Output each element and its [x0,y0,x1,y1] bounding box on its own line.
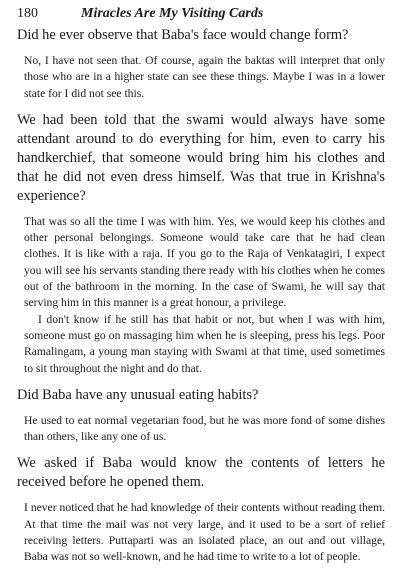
book-title: Miracles Are My Visiting Cards [81,6,264,21]
question-2: We had been told that the swami would always have some attendant around to do everything for him, even to carry his handkerchief, that someone would bring him his clothes and that he did not even dress himself. Was that true in Krishna's experience? [17,111,385,204]
running-head [17,6,385,26]
answer-1-paragraph-1: No, I have not seen that. Of course, again the baktas will interpret that only those who are in a higher state can see these things. Maybe I was in a lower state for I did not see this. [24,54,385,100]
answer-2-paragraph-1: That was so all the time I was with him. Yes, we would keep his clothes and other personal belongings. Someone would take care that he had clean clothes. It is like with a raja. If you go to the Raja of Venkatagiri, I expect you will see his servants standing there ready with his clothes when he comes out of the bathroom in the morning. In the case of Swami, he will say that serving him in this manner is a great honour, a privilege. [24,214,385,310]
answer-2-paragraph-2: I don't know if he still has that habit or not, but when I was with him, someone must go on massaging him when he is sleeping, press his legs. Poor Ramalingam, a young man staying with Swami at that time, used sometimes to sit throughout the night and do that. [24,312,385,375]
answer-1 [17,53,385,102]
question-3: Did Baba have any unusual eating habits? [17,386,259,403]
answer-3-paragraph-1: He used to eat normal vegetarian food, but he was more fond of some dishes than others, like any one of us. [24,413,385,444]
answer-4 [17,500,385,565]
book-page [17,6,385,566]
question-4: We asked if Baba would know the contents of letters he received before he opened them. [17,455,385,491]
question-1: Did he ever observe that Baba's face would change form? [17,27,349,43]
page-number: 180 [17,6,38,21]
answer-2 [17,214,385,377]
answer-4-paragraph-1: I never noticed that he had knowledge of their contents without reading them. At that time the mail was not very large, and it used to be a sort of relief receiving letters. Puttaparti was an isolated place, an out and out village, Baba was not so well-known, and he had time to write to a lot of people. [24,501,385,564]
answer-3 [17,413,385,446]
